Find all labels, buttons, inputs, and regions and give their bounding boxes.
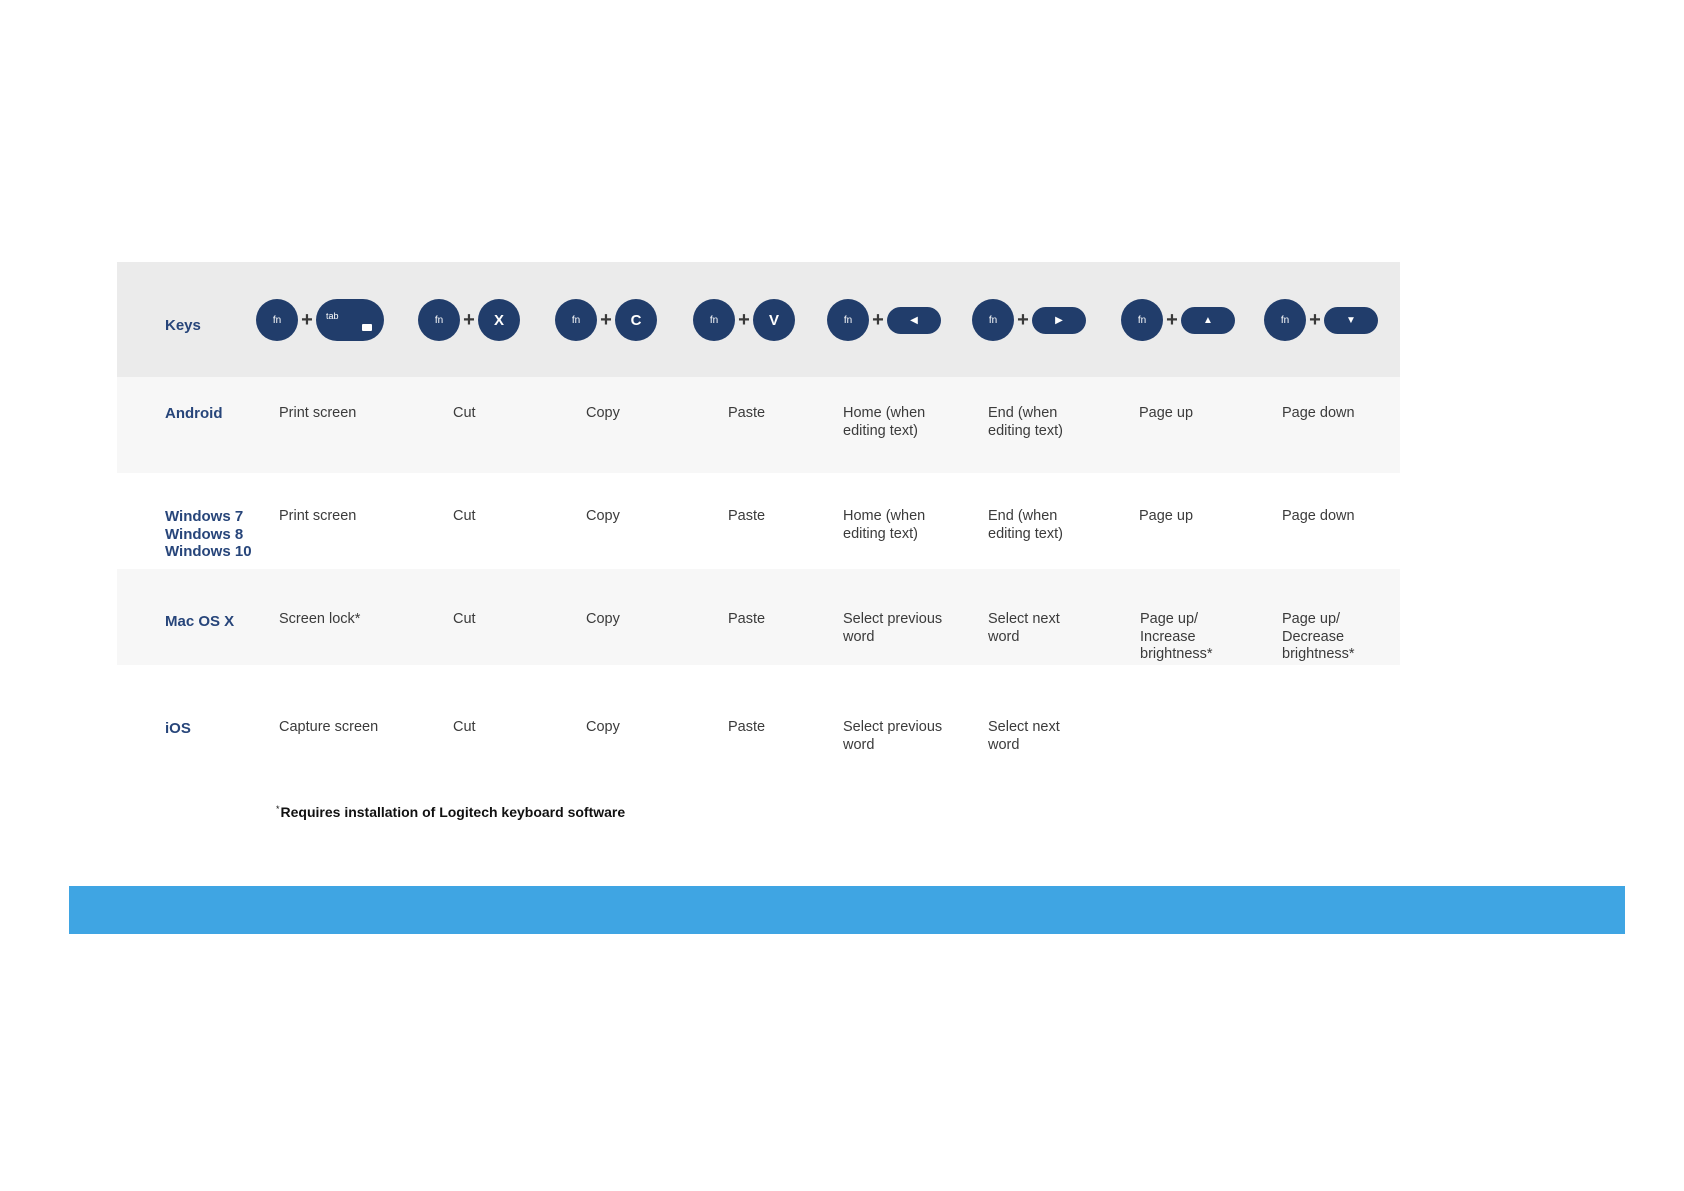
- plus-sign: +: [1166, 309, 1178, 331]
- fn-key: fn: [418, 299, 460, 341]
- key-combo-fn-down: [1264, 299, 1378, 341]
- table-cell: Cut: [453, 508, 476, 524]
- keys-label: Keys: [165, 317, 201, 334]
- fn-key: fn: [555, 299, 597, 341]
- key-combo-fn-x: [418, 299, 520, 341]
- v-key: V: [753, 299, 795, 341]
- key-combo-fn-tab: [256, 299, 384, 341]
- key-combo-fn-right: [972, 299, 1086, 341]
- table-cell: Copy: [586, 405, 620, 421]
- table-cell: Page down: [1282, 508, 1355, 524]
- table-cell: End (when editing text): [988, 405, 1063, 439]
- table-row-ios: [117, 665, 1400, 769]
- table-cell: Capture screen: [279, 719, 379, 735]
- table-cell: Paste: [728, 719, 766, 735]
- x-key: X: [478, 299, 520, 341]
- table-cell: Cut: [453, 405, 476, 421]
- table-cell: Paste: [728, 508, 766, 524]
- footnote-text: Requires installation of Logitech keyboard software: [280, 804, 626, 820]
- table-cell: Home (when editing text): [843, 405, 926, 439]
- fn-key: fn: [256, 299, 298, 341]
- key-combo-fn-up: [1121, 299, 1235, 341]
- key-combo-fn-left: [827, 299, 941, 341]
- table-cell: Page up/ Increase brightness*: [1140, 611, 1213, 662]
- table-cell: Select next word: [988, 719, 1060, 753]
- plus-sign: +: [872, 309, 884, 331]
- c-key: C: [615, 299, 657, 341]
- table-cell: Paste: [728, 405, 766, 421]
- plus-sign: +: [1309, 309, 1321, 331]
- key-combo-fn-v: [693, 299, 795, 341]
- fn-key: fn: [827, 299, 869, 341]
- plus-sign: +: [301, 309, 313, 331]
- table-cell: Copy: [586, 611, 620, 627]
- table-cell: Select next word: [988, 611, 1060, 645]
- table-cell: Page up/ Decrease brightness*: [1282, 611, 1355, 662]
- down-arrow-icon: ▼: [1324, 307, 1378, 334]
- table-row-mac: [117, 569, 1400, 665]
- footnote: [276, 804, 625, 820]
- os-label-android: Android: [165, 405, 223, 422]
- table-cell: End (when editing text): [988, 508, 1063, 542]
- table-row-android: [117, 377, 1400, 473]
- table-cell: Cut: [453, 611, 476, 627]
- os-label-mac: Mac OS X: [165, 613, 235, 630]
- left-arrow-icon: ◀: [887, 307, 941, 334]
- table-row-windows: [117, 473, 1400, 569]
- plus-sign: +: [463, 309, 475, 331]
- tab-key: [316, 299, 384, 341]
- fn-key: fn: [1121, 299, 1163, 341]
- plus-sign: +: [600, 309, 612, 331]
- table-cell: Page up: [1139, 405, 1194, 421]
- table-cell: Cut: [453, 719, 476, 735]
- fn-key: fn: [693, 299, 735, 341]
- table-cell: Select previous word: [843, 611, 943, 645]
- blue-footer-band: [69, 886, 1625, 934]
- tab-key-label: tab: [326, 311, 339, 321]
- table-cell: Page down: [1282, 405, 1355, 421]
- shortcut-table: [117, 262, 1400, 769]
- table-cell: Page up: [1139, 508, 1194, 524]
- plus-sign: +: [738, 309, 750, 331]
- os-label-windows: Windows 7 Windows 8 Windows 10: [165, 508, 252, 560]
- window-icon: [362, 324, 372, 331]
- table-cell: Copy: [586, 719, 620, 735]
- keys-header-row: [117, 262, 1400, 377]
- fn-key: fn: [972, 299, 1014, 341]
- table-cell: Screen lock*: [279, 611, 361, 627]
- table-cell: Copy: [586, 508, 620, 524]
- plus-sign: +: [1017, 309, 1029, 331]
- right-arrow-icon: ▶: [1032, 307, 1086, 334]
- fn-key: fn: [1264, 299, 1306, 341]
- table-cell: Print screen: [279, 405, 357, 421]
- table-cell: Select previous word: [843, 719, 943, 753]
- key-combo-fn-c: [555, 299, 657, 341]
- table-cell: Home (when editing text): [843, 508, 926, 542]
- table-cell: Paste: [728, 611, 766, 627]
- table-cell: Print screen: [279, 508, 357, 524]
- os-label-ios: iOS: [165, 720, 191, 737]
- footnote-star: *: [276, 804, 280, 814]
- up-arrow-icon: ▲: [1181, 307, 1235, 334]
